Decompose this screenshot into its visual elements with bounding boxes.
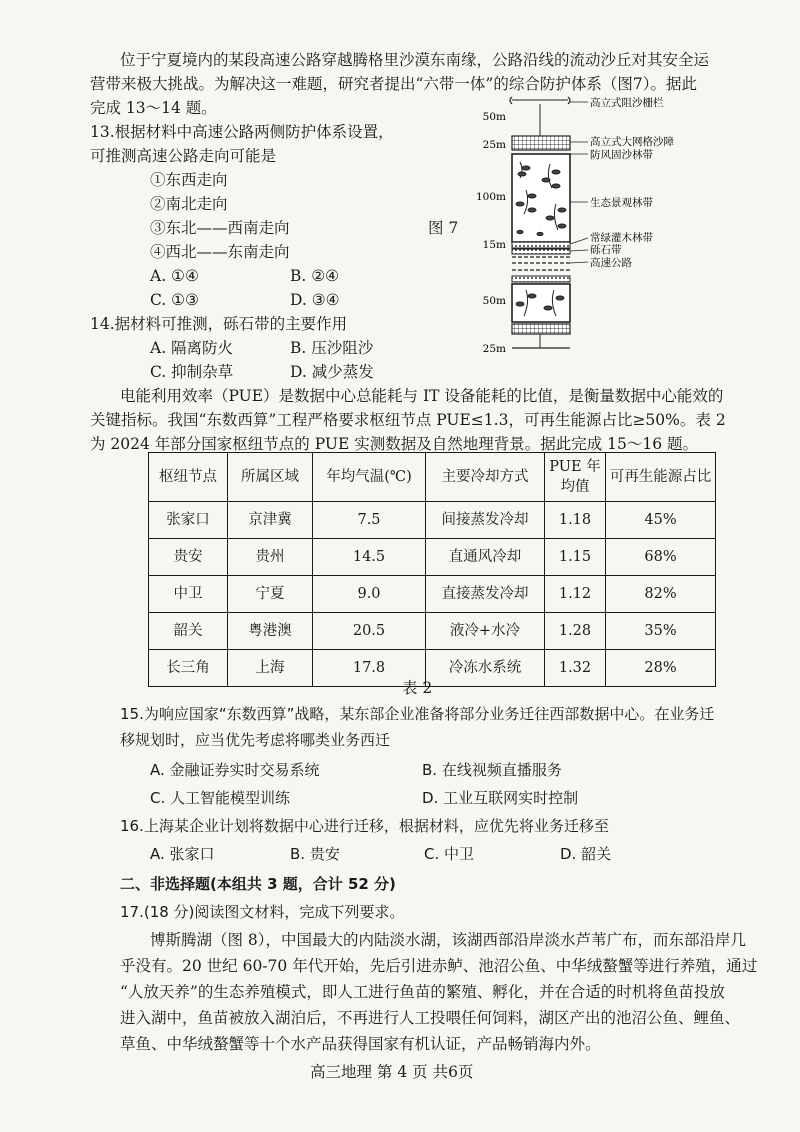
lower-gravel-belt: [512, 276, 570, 282]
q17-paragraph-line-3: “人放天养”的生态养殖模式，即人工进行鱼苗的繁殖、孵化，并在合适的时机将鱼苗投放: [120, 983, 725, 1001]
q13-option-c: C. ①③: [150, 291, 199, 309]
label-grid-barrier: 高立式大网格沙障: [590, 136, 674, 148]
q14-stem: 14.据材料可推测，砾石带的主要作用: [90, 315, 348, 333]
grid-sand-barrier: [512, 136, 570, 150]
q15-option-c: C. 人工智能模型训练: [150, 789, 291, 807]
q13-item-2: ②南北走向: [150, 195, 228, 213]
q13-item-4: ④西北——东南走向: [150, 243, 290, 261]
cell-node: 贵安: [149, 539, 228, 576]
cell-temperature: 14.5: [313, 539, 426, 576]
pue-intro-line-3: 为 2024 年部分国家枢纽节点的 PUE 实测数据及自然地理背景。据此完成 15～16 题。: [90, 435, 698, 453]
q14-option-a: A. 隔离防火: [150, 339, 234, 357]
q14-option-b: B. 压沙阻沙: [290, 339, 374, 357]
dim-label-25m-bottom: 25m: [482, 343, 506, 355]
table-row: [149, 613, 716, 650]
q13-item-3: ③东北——西南走向: [150, 219, 290, 237]
cell-node: 长三角: [149, 650, 228, 687]
intro-line-2: 营带来极大挑战。为解决这一难题，研究者提出“六带一体”的综合防护体系（图7）。据此: [90, 75, 697, 93]
cell-temperature: 20.5: [313, 613, 426, 650]
pue-intro-line-1: 电能利用效率（PUE）是数据中心总能耗与 IT 设备能耗的比值，是衡量数据中心能效的: [120, 387, 724, 405]
lower-grid-barrier: [512, 324, 570, 334]
label-highway: 高速公路: [590, 257, 632, 269]
figure-7-protection-diagram: [470, 92, 710, 362]
figure-7-caption: 图 7: [428, 219, 459, 237]
cell-node: 中卫: [149, 576, 228, 613]
q15-stem-2: 移规划时，应当优先考虑将哪类业务西迁: [120, 731, 391, 749]
q13-stem-1: 13.根据材料中高速公路两侧防护体系设置，: [90, 123, 394, 141]
table-row: [149, 576, 716, 613]
sand-fence: [510, 97, 570, 136]
q16-option-d: D. 韶关: [560, 845, 612, 863]
label-sand-fence: 高立式阻沙栅栏: [590, 97, 664, 109]
cell-cooling: 间接蒸发冷却: [426, 502, 545, 539]
table-row: [149, 539, 716, 576]
cell-cooling: 直接蒸发冷却: [426, 576, 545, 613]
cell-renewable: 28%: [606, 650, 716, 687]
q17-paragraph-line-1: 博斯腾湖（图 8），中国最大的内陆淡水湖，该湖西部沿岸淡水芦苇广布，而东部沿岸几: [150, 931, 747, 949]
q15-stem-1: 15.为响应国家“东数西算”战略，某东部企业准备将部分业务迁往西部数据中心。在业务迁: [120, 705, 715, 723]
q13-stem-2: 可推测高速公路走向可能是: [90, 147, 277, 165]
ecological-forest-belt: [512, 154, 570, 242]
cell-pue: 1.12: [545, 576, 606, 613]
shrub-belt: [512, 242, 570, 248]
label-landscape-belt: 生态景观林带: [590, 197, 653, 209]
q13-option-d: D. ③④: [290, 291, 340, 309]
cell-pue: 1.28: [545, 613, 606, 650]
label-windbreak-belt: 防风固沙林带: [590, 149, 653, 161]
cell-node: 张家口: [149, 502, 228, 539]
cell-renewable: 82%: [606, 576, 716, 613]
cell-pue: 1.18: [545, 502, 606, 539]
cell-renewable: 35%: [606, 613, 716, 650]
header-node: 枢纽节点: [149, 453, 228, 502]
intro-line-3: 完成 13～14 题。: [90, 99, 217, 117]
cell-region: 京津冀: [228, 502, 313, 539]
table-2: [148, 452, 716, 687]
table-header-row: [149, 453, 716, 502]
header-cooling: 主要冷却方式: [426, 453, 545, 502]
q16-stem: 16.上海某企业计划将数据中心进行迁移，根据材料，应优先将业务迁移至: [120, 817, 609, 835]
dim-label-15m: 15m: [482, 239, 506, 251]
cell-temperature: 17.8: [313, 650, 426, 687]
q17-stem: 17.(18 分)阅读图文材料，完成下列要求。: [120, 903, 405, 921]
cell-cooling: 液冷+水冷: [426, 613, 545, 650]
cell-region: 宁夏: [228, 576, 313, 613]
cell-node: 韶关: [149, 613, 228, 650]
q16-option-b: B. 贵安: [290, 845, 340, 863]
cell-region: 贵州: [228, 539, 313, 576]
page-footer: 高三地理 第 4 页 共6页: [310, 1063, 474, 1081]
cell-temperature: 7.5: [313, 502, 426, 539]
dim-label-25m-top: 25m: [482, 139, 506, 151]
q17-paragraph-line-4: 进入湖中，鱼苗被放入湖泊后，不再进行人工投喂任何饲料，湖区产出的池沼公鱼、鲤鱼、: [120, 1009, 741, 1027]
q16-option-c: C. 中卫: [424, 845, 475, 863]
cell-region: 粤港澳: [228, 613, 313, 650]
cell-cooling: 冷冻水系统: [426, 650, 545, 687]
q17-paragraph-line-5: 草鱼、中华绒螯蟹等十个水产品获得国家有机认证，产品畅销海内外。: [120, 1035, 601, 1053]
gravel-belt: [512, 249, 570, 254]
intro-line-1: 位于宁夏境内的某段高速公路穿越腾格里沙漠东南缘，公路沿线的流动沙丘对其安全运: [120, 51, 710, 69]
q15-option-a: A. 金融证券实时交易系统: [150, 761, 320, 779]
dim-label-100m: 100m: [476, 191, 506, 203]
q16-option-a: A. 张家口: [150, 845, 215, 863]
q17-paragraph-line-2: 乎没有。20 世纪 60-70 年代开始，先后引进赤鲈、池沼公鱼、中华绒螯蟹等进行养殖，通过: [120, 957, 758, 975]
q15-option-b: B. 在线视频直播服务: [422, 761, 562, 779]
q13-item-1: ①东西走向: [150, 171, 228, 189]
header-temperature: 年均气温(℃): [313, 453, 426, 502]
cell-pue: 1.32: [545, 650, 606, 687]
header-pue: PUE 年均值: [545, 453, 606, 502]
cell-cooling: 直通风冷却: [426, 539, 545, 576]
cell-renewable: 68%: [606, 539, 716, 576]
cell-region: 上海: [228, 650, 313, 687]
q13-option-b: B. ②④: [290, 267, 340, 285]
header-region: 所属区域: [228, 453, 313, 502]
header-renewable: 可再生能源占比: [606, 453, 716, 502]
q13-option-a: A. ①④: [150, 267, 199, 285]
cell-pue: 1.15: [545, 539, 606, 576]
q15-option-d: D. 工业互联网实时控制: [422, 789, 579, 807]
label-shrub-belt: 常绿灌木林带: [590, 232, 653, 244]
cell-renewable: 45%: [606, 502, 716, 539]
table-2-caption: 表 2: [402, 679, 433, 697]
label-gravel-belt: 砾石带: [590, 244, 622, 256]
highway: [512, 257, 570, 270]
section-2-title: 二、非选择题(本组共 3 题，合计 52 分): [120, 875, 396, 893]
pue-intro-line-2: 关键指标。我国“东数西算”工程严格要求枢纽节点 PUE≤1.3，可再生能源占比≥50%。表 2: [90, 411, 726, 429]
dim-label-50m-top: 50m: [482, 111, 506, 123]
q14-option-c: C. 抑制杂草: [150, 363, 234, 381]
q14-option-d: D. 减少蒸发: [290, 363, 374, 381]
cell-temperature: 9.0: [313, 576, 426, 613]
table-row: [149, 502, 716, 539]
dim-label-50m-bottom: 50m: [482, 295, 506, 307]
